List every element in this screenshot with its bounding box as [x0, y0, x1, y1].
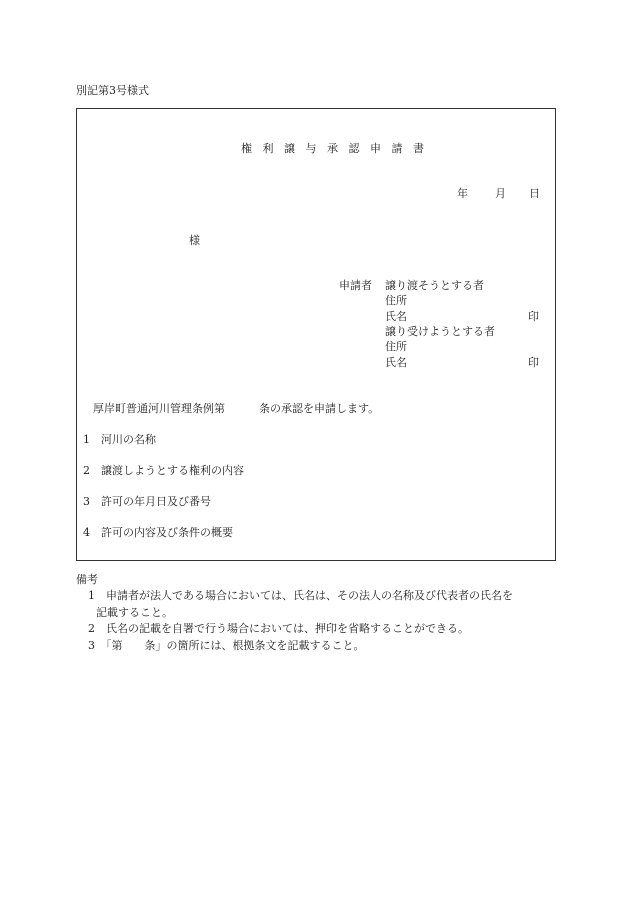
item-permit-date-number: 3 許可の年月日及び番号: [83, 495, 211, 508]
transferor-name-label: 氏名: [385, 310, 407, 323]
remark-1-line2: 記載すること。: [96, 606, 173, 619]
transferor-address-label: 住所: [385, 294, 407, 307]
form-title: 権 利 譲 与 承 認 申 請 書: [241, 142, 428, 155]
transferor-label: 譲り渡そうとする者: [385, 279, 484, 292]
remark-3: 3 「第 条」の箇所には、根拠条文を記載すること。: [88, 639, 365, 652]
transferee-address-label: 住所: [385, 340, 407, 353]
form-label: 別記第3号様式: [76, 84, 149, 97]
statement-part1: 厚岸町普通河川管理条例第: [93, 402, 225, 415]
addressee-suffix: 様: [189, 234, 200, 247]
form-frame: [76, 108, 556, 561]
applicant-label: 申請者: [339, 279, 372, 292]
remarks-heading: 備考: [76, 573, 98, 586]
transferee-name-label: 氏名: [385, 356, 407, 369]
transferee-seal: 印: [528, 356, 539, 369]
item-right-content: 2 譲渡しようとする権利の内容: [83, 464, 244, 477]
item-permit-conditions: 4 許可の内容及び条件の概要: [83, 526, 233, 539]
date-month: 月: [495, 187, 506, 200]
remark-1-line1: 1 申請者が法人である場合においては、氏名は、その法人の名称及び代表者の氏名を: [88, 589, 513, 602]
date-year: 年: [457, 187, 468, 200]
date-day: 日: [529, 187, 540, 200]
remark-2: 2 氏名の記載を自署で行う場合においては、押印を省略することができる。: [88, 622, 469, 635]
transferor-seal: 印: [528, 310, 539, 323]
transferee-label: 譲り受けようとする者: [385, 325, 495, 338]
item-river-name: 1 河川の名称: [83, 433, 156, 446]
statement-part2: 条の承認を申請します。: [259, 402, 380, 415]
